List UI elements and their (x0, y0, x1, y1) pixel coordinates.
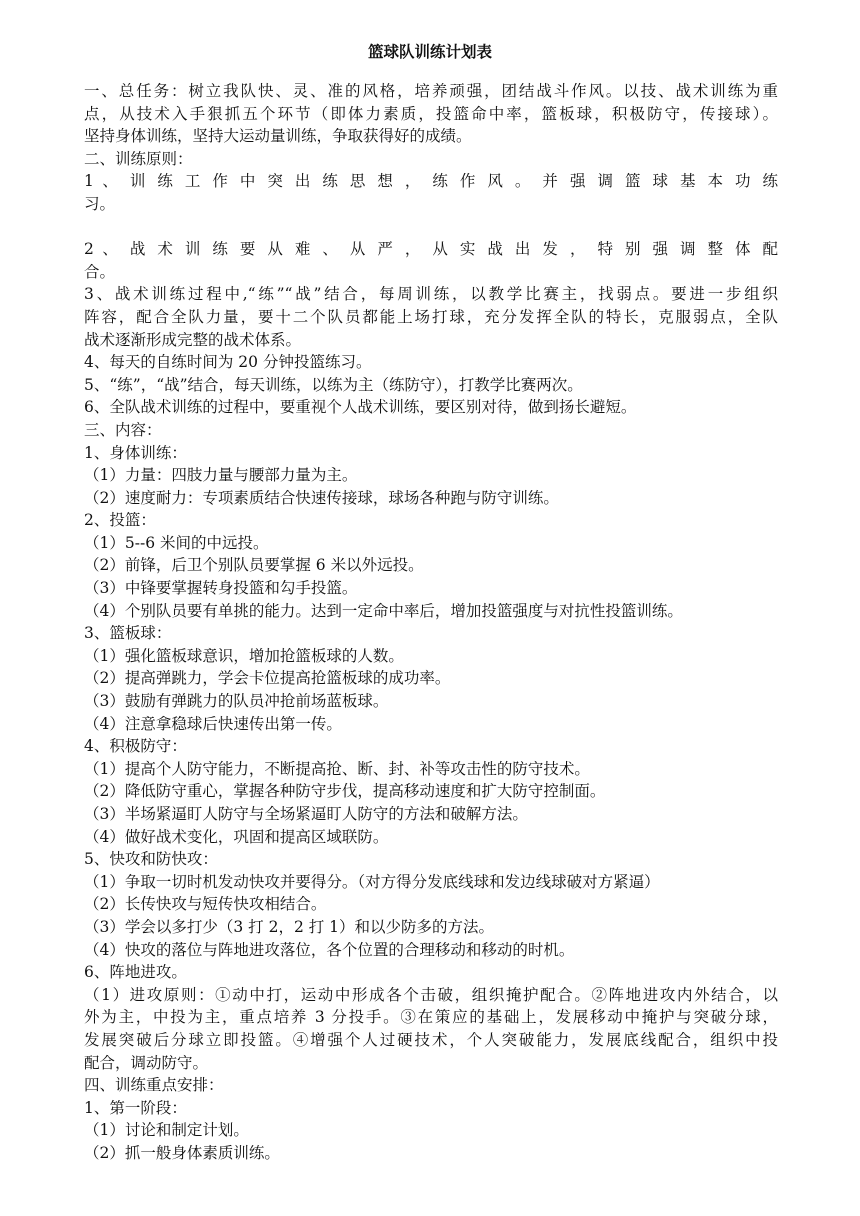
text-line: （1）讨论和制定计划。 (84, 1121, 249, 1140)
text-line: （1）进攻原则：①动中打，运动中形成各个击破，组织掩护配合。②阵地进攻内外结合，以 (84, 985, 778, 1004)
text-line: （4）个别队员要有单挑的能力。达到一定命中率后，增加投篮强度与对抗性投篮训练。 (84, 601, 683, 620)
text-line: 点，从技术入手狠抓五个环节（即体力素质，投篮命中率，篮板球，积极防守，传接球）。 (84, 104, 778, 123)
text-line: 5、快攻和防快攻： (84, 850, 218, 869)
document-title: 篮球队训练计划表 (367, 43, 492, 61)
text-line: 战术逐渐形成完整的战术体系。 (84, 330, 302, 349)
text-line: （2）抓一般身体素质训练。 (84, 1143, 280, 1162)
text-line: 二、训练原则： (84, 149, 193, 168)
text-line: （4）注意拿稳球后快速传出第一传。 (84, 714, 342, 733)
text-line: （3）中锋要掌握转身投篮和勾手投篮。 (84, 579, 358, 598)
text-line: 3、篮板球： (84, 624, 172, 643)
text-line: 一、总任务：树立我队快、灵、准的风格，培养顽强，团结战斗作风。以技、战术训练为重 (84, 82, 778, 100)
blank-line (84, 216, 778, 239)
text-line: （4）做好战术变化，巩固和提高区域联防。 (84, 827, 389, 846)
text-line: 阵容，配合全队力量，要十二个队员都能上场打球，充分发挥全队的特长，克服弱点，全队 (84, 307, 778, 326)
text-line: 4、每天的自练时间为 20 分钟投篮练习。 (84, 353, 372, 372)
text-line: 2 、 战 术 训 练 要 从 难 、 从 严 ， 从 实 战 出 发 ， 特 别 强 调 整 体 配 (84, 240, 778, 259)
document-body (84, 80, 778, 1165)
text-line: 1 、 训 练 工 作 中 突 出 练 思 想 ， 练 作 风 。 并 强 调 篮 球 基 本 功 练 (84, 172, 778, 191)
text-line: 四、训练重点安排： (84, 1076, 224, 1095)
text-line: （1）强化篮板球意识，增加抢篮板球的人数。 (84, 646, 404, 665)
text-line: （4）快攻的落位与阵地进攻落位，各个位置的合理移动和移动的时机。 (84, 940, 575, 959)
text-line: 外为主，中投为主，重点培养 3 分投手。③在策应的基础上，发展移动中掩护与突破分球， (84, 1008, 778, 1027)
text-line: 习。 (84, 194, 116, 213)
text-line: 1、身体训练： (84, 443, 187, 462)
text-line: （2）长传快攻与短传快攻相结合。 (84, 895, 327, 914)
text-line: 2、投篮： (84, 511, 156, 530)
text-line: （2）降低防守重心，掌握各种防守步伐，提高移动速度和扩大防守控制面。 (84, 782, 606, 801)
text-line: （3）学会以多打少（3 打 2，2 打 1）和以少防多的方法。 (84, 917, 495, 936)
text-line: 5、“练”，“战”结合，每天训练，以练为主（练防守），打教学比赛两次。 (84, 375, 583, 394)
text-line: （2）提高弹跳力，学会卡位提高抢篮板球的成功率。 (84, 669, 451, 688)
text-line: 6、阵地进攻。 (84, 963, 187, 982)
text-line: （1）5--6 米间的中远投。 (84, 533, 269, 552)
text-line: 4、积极防守： (84, 737, 187, 756)
text-line: （1）力量：四肢力量与腰部力量为主。 (84, 466, 358, 485)
text-line: 发展突破后分球立即投篮。④增强个人过硬技术，个人突破能力，发展底线配合，组织中投 (84, 1030, 778, 1049)
text-line: 配合，调动防守。 (84, 1053, 209, 1072)
text-line: 三、内容： (84, 420, 162, 439)
text-line: （3）鼓励有弹跳力的队员冲抢前场蓝板球。 (84, 692, 389, 711)
text-line: 3、战术训练过程中,“练”“战”结合，每周训练，以教学比赛主，找弱点。要进一步组织 (84, 285, 778, 304)
text-line: 合。 (84, 262, 116, 281)
text-line: （2）速度耐力：专项素质结合快速传接球，球场各种跑与防守训练。 (84, 488, 559, 507)
text-line: 坚持身体训练，坚持大运动量训练，争取获得好的成绩。 (84, 127, 472, 146)
text-line: 1、第一阶段： (84, 1098, 187, 1117)
text-line: 6、全队战术训练的过程中，要重视个人战术训练，要区别对待，做到扬长避短。 (84, 398, 637, 417)
text-line: （3）半场紧逼盯人防守与全场紧逼盯人防守的方法和破解方法。 (84, 805, 528, 823)
text-line: （1）提高个人防守能力，不断提高抢、断、封、补等攻击性的防守技术。 (84, 759, 590, 778)
text-line: （1）争取一切时机发动快攻并要得分。（对方得分发底线球和发边线球破对方紧逼） (84, 872, 660, 891)
text-line: （2）前锋，后卫个别队员要掌握 6 米以外远投。 (84, 556, 424, 575)
